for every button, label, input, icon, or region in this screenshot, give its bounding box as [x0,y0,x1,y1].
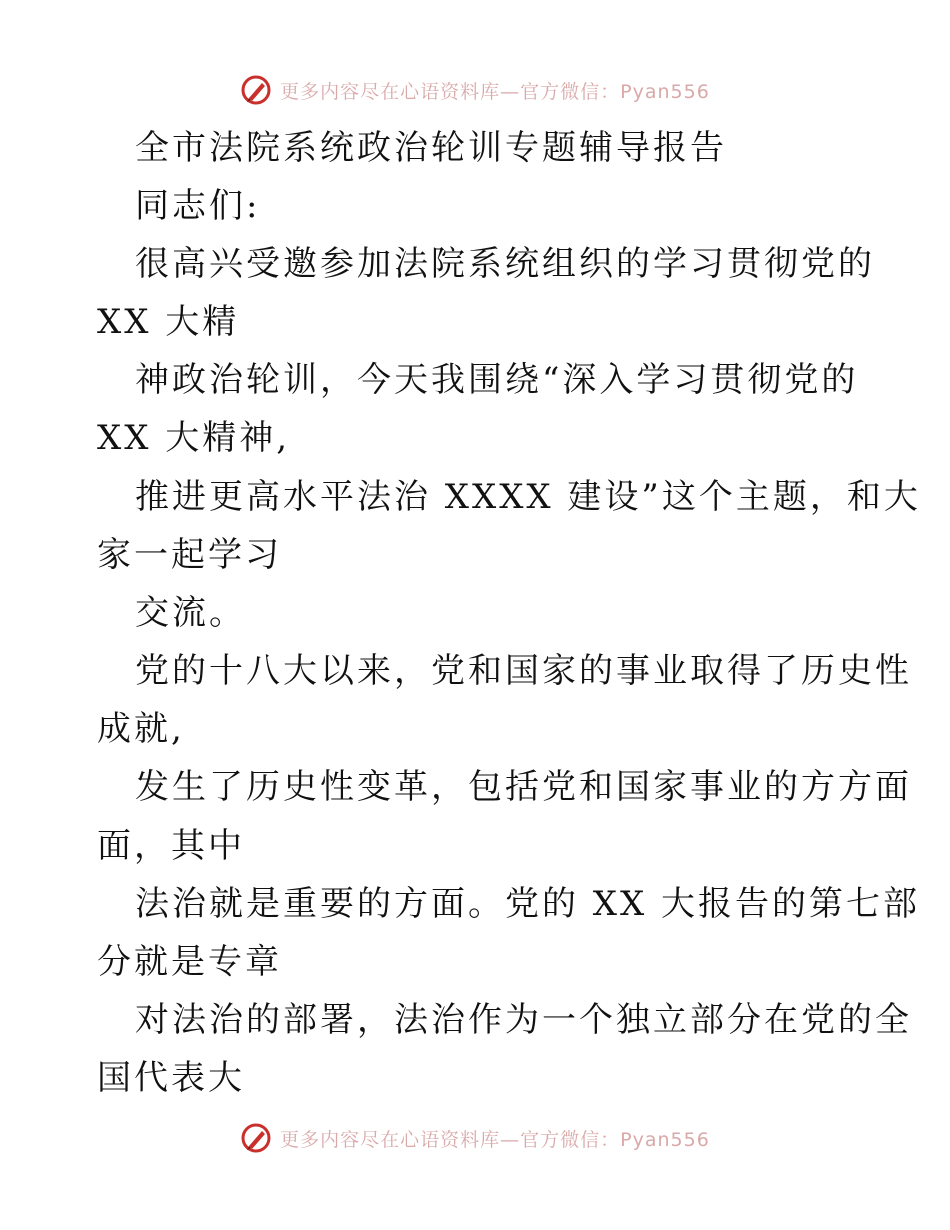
header-watermark [0,70,950,110]
paragraph-line: 成就, [97,709,185,749]
salutation: 同志们: [135,186,261,226]
paragraph-line: 面，其中 [97,826,245,866]
paragraph-line: 神政治轮训，今天我围绕“深入学习贯彻党的 [135,360,859,400]
paragraph-line: 交流。 [135,593,246,633]
watermark-text: 更多内容尽在心语资料库—官方微信：Pyan556 [280,1128,710,1151]
paragraph-line: 分就是专章 [97,942,282,982]
paragraph-line: 党的十八大以来，党和国家的事业取得了历史性 [135,651,912,691]
footer-watermark [0,1118,950,1158]
watermark-wechat-id: Pyan556 [620,1128,710,1151]
paragraph-line: 很高兴受邀参加法院系统组织的学习贯彻党的 [135,244,875,284]
paragraph-line: 家一起学习 [97,535,282,575]
paragraph-line: 推进更高水平法治 XXXX 建设”这个主题，和大 [135,477,921,517]
paragraph-line: XX 大精神, [97,418,291,458]
paragraph-line: 发生了历史性变革，包括党和国家事业的方方面 [135,767,912,807]
watermark-wechat-id: Pyan556 [620,80,710,103]
pen-logo-icon [240,1122,272,1154]
paragraph-line: 国代表大 [97,1058,245,1098]
paragraph-line: XX 大精 [97,302,240,342]
pen-logo-icon [240,74,272,106]
paragraph-line: 法治就是重要的方面。党的 XX 大报告的第七部 [135,884,921,924]
paragraph-line: 对法治的部署，法治作为一个独立部分在党的全 [135,1000,912,1040]
document-title: 全市法院系统政治轮训专题辅导报告 [135,128,727,168]
watermark-text: 更多内容尽在心语资料库—官方微信：Pyan556 [280,80,710,103]
